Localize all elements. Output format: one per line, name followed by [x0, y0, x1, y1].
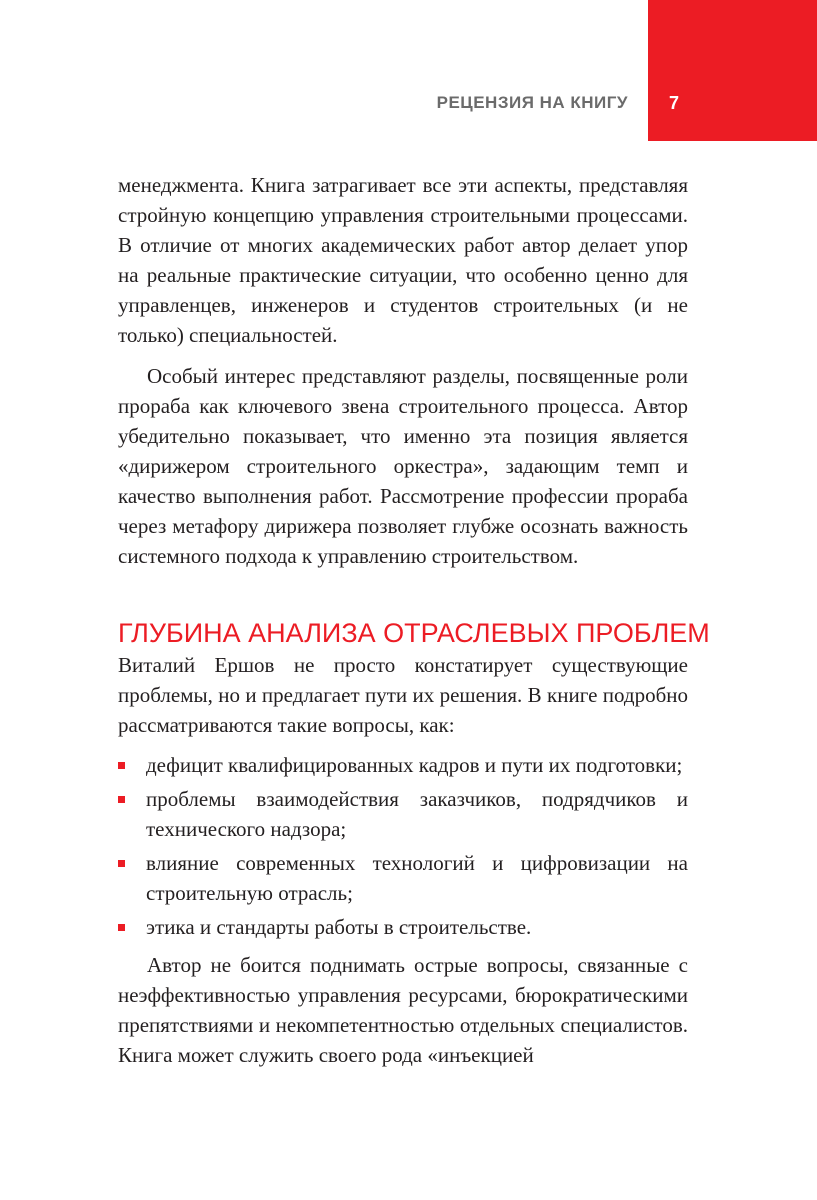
running-title: РЕЦЕНЗИЯ НА КНИГУ	[436, 93, 628, 112]
bullet-list	[118, 750, 688, 942]
paragraph: Особый интерес представляют разделы, посвященные роли прораба как ключевого звена строительного процесса. Автор убедительно показывает, что именно эта позиция является «дирижером строительного оркестра», задающим темп и качество выполнения работ. Рассмотрение профессии прораба через метафору дирижера позволяет глубже осознать важность системного подхода к управлению строительством.	[118, 364, 688, 568]
list-item: этика и стандарты работы в строительстве.	[118, 912, 688, 942]
page-number: 7	[669, 93, 680, 113]
body-text-top	[118, 170, 688, 571]
paragraph: менеджмента. Книга затрагивает все эти аспекты, представляя стройную концепцию управления строительными процессами. В отличие от многих академических работ автор делает упор на реальные практические ситуации, что особенно ценно для управленцев, инженеров и студентов строительных (и не только) специальностей.	[118, 173, 688, 347]
list-item: влияние современных технологий и цифровизации на строительную отрасль;	[118, 848, 688, 908]
list-item: проблемы взаимодействия заказчиков, подрядчиков и технического надзора;	[118, 784, 688, 844]
section-body	[118, 650, 688, 1070]
bullet-marker-icon	[118, 860, 125, 867]
section-intro: Виталий Ершов не просто констатирует существующие проблемы, но и предлагает пути их решения. В книге подробно рассматриваются такие вопросы, как:	[118, 653, 688, 737]
paragraph: Автор не боится поднимать острые вопросы, связанные с неэффективностью управления ресурсами, бюрократическими препятствиями и некомпетентностью отдельных специалистов. Книга может служить своего рода «инъекцией	[118, 953, 688, 1067]
bullet-marker-icon	[118, 796, 125, 803]
bullet-marker-icon	[118, 762, 125, 769]
page-number-tab	[648, 0, 817, 141]
list-item: дефицит квалифицированных кадров и пути их подготовки;	[118, 750, 688, 780]
bullet-marker-icon	[118, 924, 125, 931]
section-heading: ГЛУБИНА АНАЛИЗА ОТРАСЛЕВЫХ ПРОБЛЕМ	[118, 618, 710, 648]
